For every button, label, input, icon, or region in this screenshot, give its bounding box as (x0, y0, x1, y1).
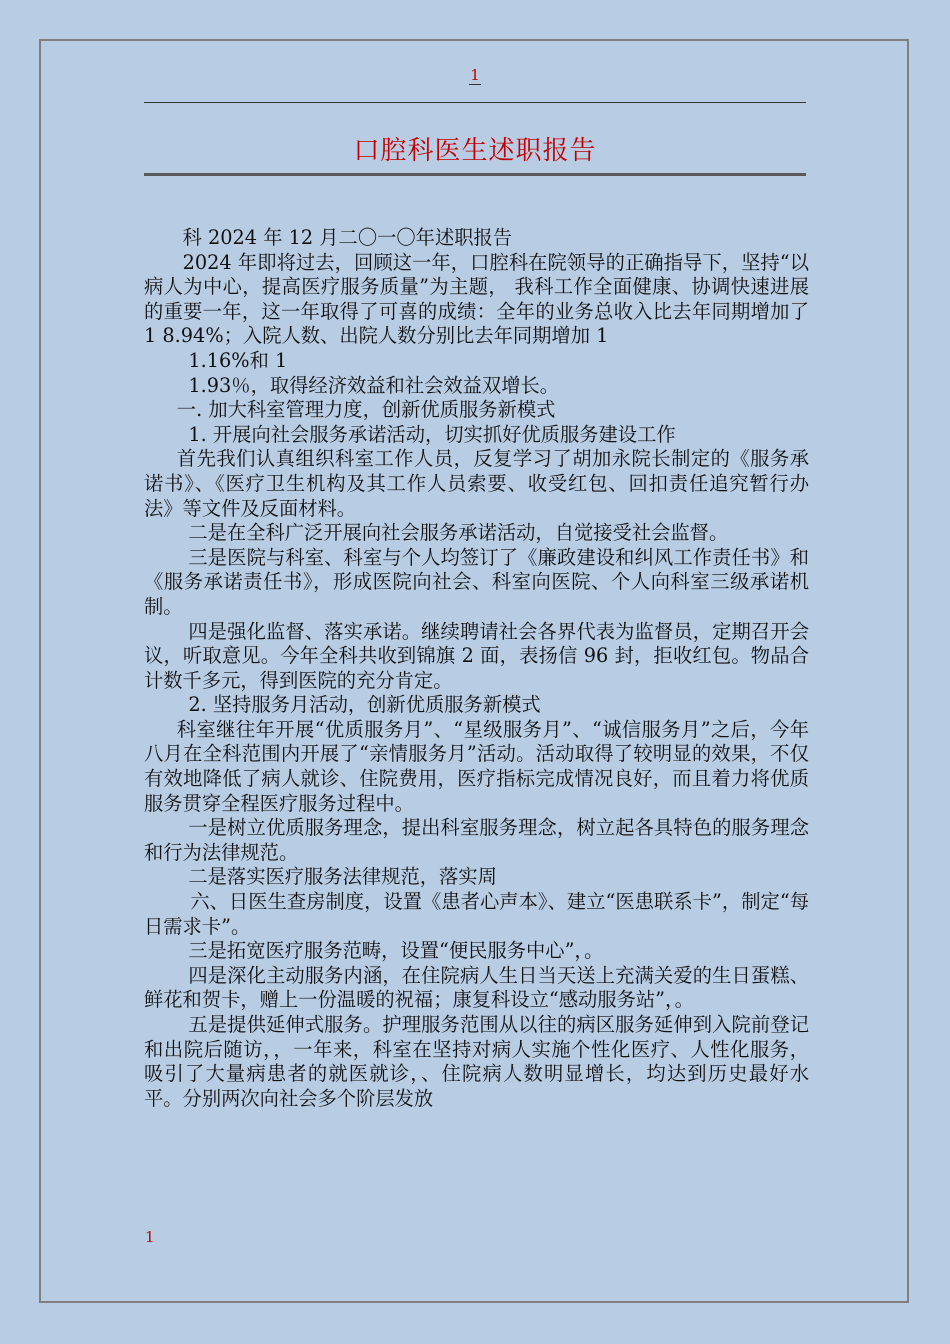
body-paragraph: 四是深化主动服务内涵，在住院病人生日当天送上充满关爱的生日蛋糕、鲜花和贺卡，赠上一份温暖的祝福；康复科设立“感动服务站”，。 (144, 963, 809, 1012)
body-paragraph: 二是落实医疗服务法律规范，落实周 (188, 865, 497, 889)
body-paragraph: 2024 年即将过去，回顾这一年，口腔科在院领导的正确指导下，坚持“以病人为中心，提高医疗服务质量”为主题， 我科工作全面健康、协调快速进展的重要一年，这一年取得了可喜的成绩：全年的业务总收入比去年同期增加了 1 8.94%；入院人数、出院人数分别比去年同期增加 1 (144, 250, 809, 348)
body-paragraph: 一. 加大科室管理力度，创新优质服务新模式 (176, 398, 556, 422)
body-paragraph: 科 2024 年 12 月二〇一〇年述职报告 (182, 226, 513, 249)
body-paragraph: 三是拓宽医疗服务范畴，设置“便民服务中心”，。 (188, 939, 604, 963)
body-paragraph: 1.16%和 1 (188, 348, 288, 372)
body-paragraph: 六、日医生查房制度，设置《患者心声本》、建立“医患联系卡”，制定“每日需求卡”。 (144, 890, 809, 938)
body-paragraph: 一是树立优质服务理念，提出科室服务理念，树立起各具特色的服务理念和行为法律规范。 (144, 816, 809, 864)
body-paragraph: 五是提供延伸式服务。护理服务范围从以往的病区服务延伸到入院前登记和出院后随访，，一年来，科室在坚持对病人实施个性化医疗、人性化服务，吸引了大量病患者的就医就诊，、住院病人数明显增长，均达到历史最好水平。分别两次向社会多个阶层发放 (144, 1013, 809, 1110)
header-page-number: 1 (470, 66, 480, 84)
body-paragraph: 二是在全科广泛开展向社会服务承诺活动，自觉接受社会监督。 (188, 521, 729, 545)
body-paragraph: 三是医院与科室、科室与个人均签订了《廉政建设和纠风工作责任书》和《服务承诺责任书》，形成医院向社会、科室向医院、个人向科室三级承诺机制。 (144, 545, 809, 618)
body-paragraph: 1.93％，取得经济效益和社会效益双增长。 (188, 373, 560, 397)
body-paragraph: 科室继往年开展“优质服务月”、“星级服务月”、“诚信服务月”之后，今年八月在全科范围内开展了“亲情服务月”活动。活动取得了较明显的效果，不仅有效地降低了病人就诊、住院费用，医疗指标完成情况良好，而且着力将优质服务贯穿全程医疗服务过程中。 (144, 717, 809, 815)
body-paragraph: 2. 坚持服务月活动，创新优质服务新模式 (188, 693, 541, 717)
header-rule (144, 102, 806, 103)
body-paragraph: 1. 开展向社会服务承诺活动，切实抓好优质服务建设工作 (188, 422, 676, 446)
body-paragraph: 首先我们认真组织科室工作人员，反复学习了胡加永院长制定的《服务承诺书》、《医疗卫生机构及其工作人员索要、收受红包、回扣责任追究暂行办法》等文件及反面材料。 (144, 447, 809, 520)
body-paragraph: 四是强化监督、落实承诺。继续聘请社会各界代表为监督员，定期召开会议，听取意见。今年全科共收到锦旗 2 面，表扬信 96 封，拒收红包。物品合计数千多元，得到医院的充分肯定。 (144, 619, 809, 692)
title-rule (144, 173, 806, 176)
footer-page-number: 1 (145, 1228, 155, 1246)
document-body (144, 226, 809, 1111)
document-title: 口腔科医生述职报告 (353, 136, 597, 166)
